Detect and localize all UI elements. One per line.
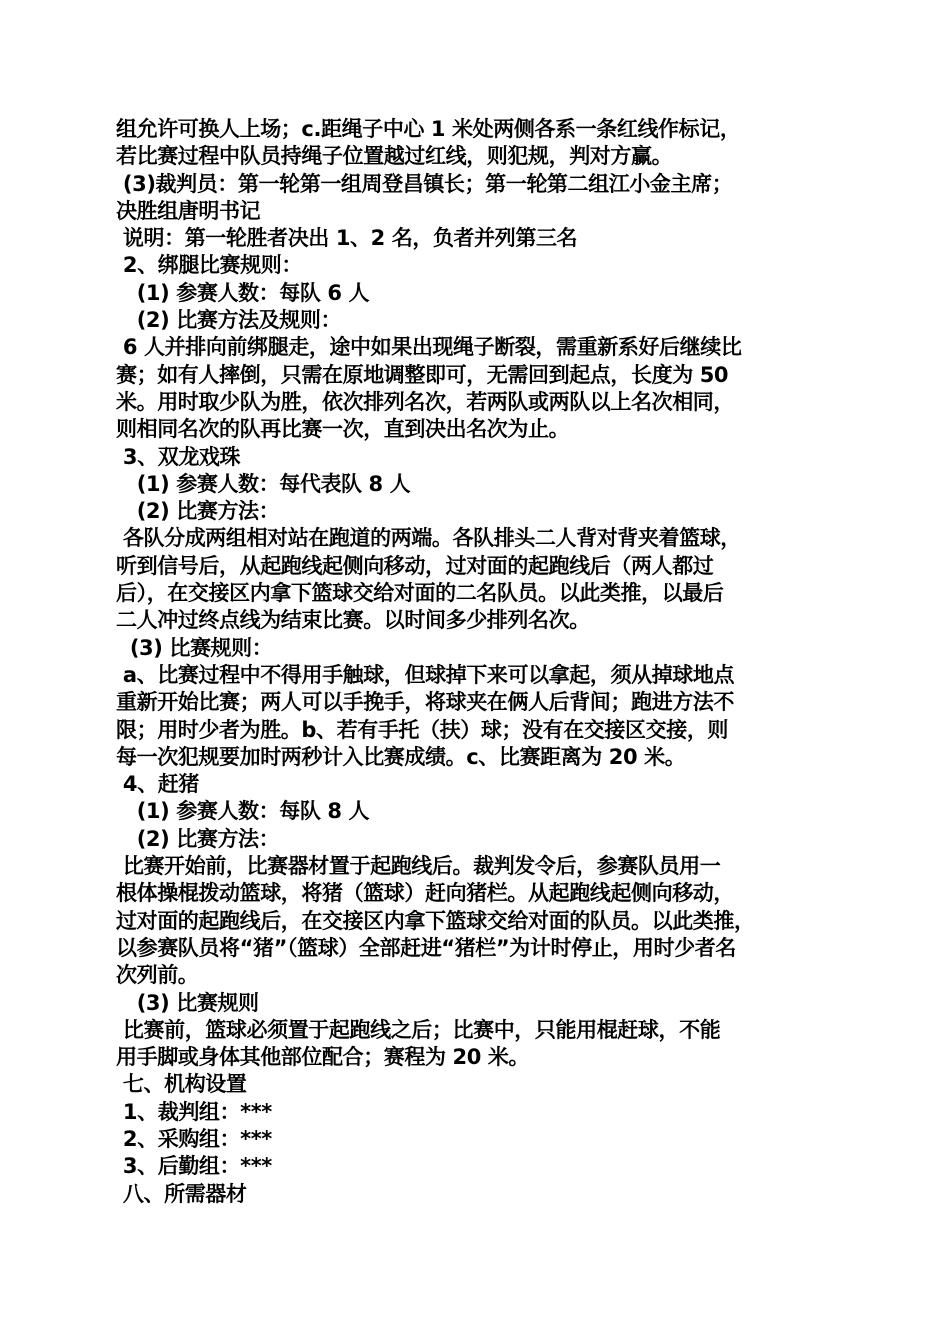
text-line: 决胜组唐明书记 — [116, 198, 261, 223]
text-line: 6 人并排向前绑腿走，途中如果出现绳子断裂，需重新系好后继续比 — [116, 335, 742, 360]
text-line: 2、采购组：*** — [116, 1126, 272, 1151]
text-line: a、比赛过程中不得用手触球，但球掉下来可以拿起，须从掉球地点 — [116, 662, 735, 687]
text-line: 组允许可换人上场；c.距绳子中心 1 米处两侧各系一条红线作标记， — [116, 117, 741, 141]
text-line: (3)裁判员：第一轮第一组周登昌镇长；第一轮第二组江小金主席； — [116, 171, 733, 196]
text-line: 二人冲过终点线为结束比赛。以时间多少排列名次。 — [116, 608, 590, 633]
text-line: (2) 比赛方法： — [116, 826, 280, 851]
text-line: (3) 比赛规则： — [116, 635, 273, 660]
text-line: 3、后勤组：*** — [116, 1154, 272, 1179]
text-line: (2) 比赛方法及规则： — [116, 308, 342, 333]
document-body — [116, 116, 856, 1208]
text-line: 用手脚或身体其他部位配合；赛程为 20 米。 — [116, 1045, 530, 1070]
text-line: 听到信号后，从起跑线起侧向移动，过对面的起跑线后（两人都过 — [116, 553, 714, 578]
text-line: (2) 比赛方法： — [116, 499, 280, 524]
text-line: 赛；如有人摔倒，只需在原地调整即可，无需回到起点，长度为 50 — [116, 362, 729, 387]
text-line: 重新开始比赛；两人可以手挽手，将球夹在俩人后背间；跑进方法不 — [116, 690, 734, 715]
section-heading: 七、机构设置 — [116, 1072, 247, 1097]
section-heading: 2、绑腿比赛规则： — [116, 253, 302, 278]
text-line: (1) 参赛人数：每代表队 8 人 — [116, 471, 411, 496]
text-line: 则相同名次的队再比赛一次，直到决出名次为止。 — [116, 417, 570, 442]
text-line: 比赛开始前，比赛器材置于起跑线后。裁判发令后，参赛队员用一 — [116, 854, 721, 879]
text-line: 后），在交接区内拿下篮球交给对面的二名队员。以此类推，以最后 — [116, 581, 724, 606]
text-line: (1) 参赛人数：每队 8 人 — [116, 799, 370, 824]
section-heading: 4、赶猪 — [116, 772, 199, 797]
text-line: 根体操棍拨动篮球，将猪（篮球）赶向猪栏。从起跑线起侧向移动， — [116, 881, 734, 906]
text-line: (1) 参赛人数：每队 6 人 — [116, 280, 370, 305]
text-line: (3) 比赛规则 — [116, 990, 259, 1015]
text-line: 次列前。 — [116, 963, 199, 988]
text-line: 以参赛队员将“猪”（篮球）全部赶进“猪栏”为计时停止，用时少者名 — [116, 935, 736, 960]
text-line: 限；用时少者为胜。b、若有手托（扶）球；没有在交接区交接，则 — [116, 717, 729, 742]
text-line: 说明：第一轮胜者决出 1、2 名，负者并列第三名 — [116, 226, 578, 251]
section-heading: 3、双龙戏珠 — [116, 444, 241, 469]
text-line: 米。用时取少队为胜，依次排列名次，若两队或两队以上名次相同， — [116, 389, 734, 414]
text-line: 比赛前，篮球必须置于起跑线之后；比赛中，只能用棍赶球，不能 — [116, 1017, 721, 1042]
text-line: 过对面的起跑线后，在交接区内拿下篮球交给对面的队员。以此类推， — [116, 908, 755, 933]
section-heading: 八、所需器材 — [116, 1181, 247, 1206]
text-line: 每一次犯规要加时两秒计入比赛成绩。c、比赛距离为 20 米。 — [116, 744, 686, 769]
text-line: 1、裁判组：*** — [116, 1099, 272, 1124]
text-line: 各队分成两组相对站在跑道的两端。各队排头二人背对背夹着篮球， — [116, 526, 741, 551]
text-line: 若比赛过程中队员持绳子位置越过红线，则犯规，判对方赢。 — [116, 144, 673, 169]
